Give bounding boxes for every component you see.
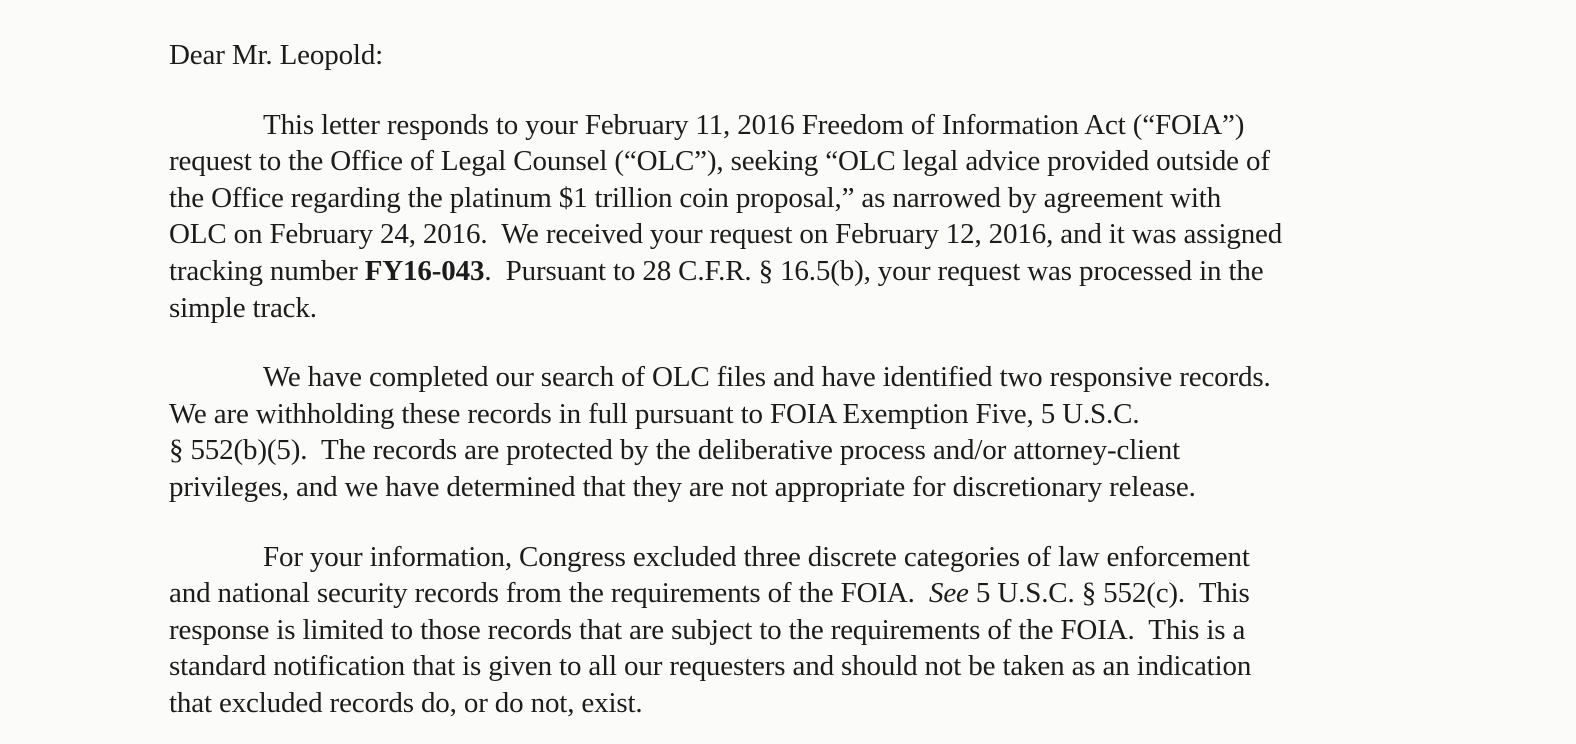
paragraph-line: We are withholding these records in full pursuant to FOIA Exemption Five, 5 U.S.C. [169, 397, 1140, 430]
tracking-suffix: . Pursuant to 28 C.F.R. § 16.5(b), your request was processed in the [484, 254, 1264, 287]
citation-prefix: and national security records from the requirements of the FOIA. [169, 577, 929, 610]
citation-suffix: 5 U.S.C. § 552(c). This [968, 577, 1250, 610]
paragraph-line: For your information, Congress excluded three discrete categories of law enforcement [263, 540, 1250, 573]
paragraph-line: This letter responds to your February 11, 2016 Freedom of Information Act (“FOIA”) [263, 108, 1245, 141]
citation-see: See [928, 577, 969, 610]
paragraph-line: OLC on February 24, 2016. We received your request on February 12, 2016, and it was assigned [169, 218, 1283, 251]
paragraph-line [169, 253, 1416, 290]
paragraph-search-results [169, 359, 1416, 505]
paragraph-line: response is limited to those records that are subject to the requirements of the FOIA. This is a [169, 613, 1246, 646]
tracking-prefix: tracking number [169, 254, 365, 287]
paragraph-line: that excluded records do, or do not, exist. [169, 686, 643, 719]
tracking-number: FY16-043 [364, 254, 485, 287]
paragraph-line: request to the Office of Legal Counsel (“OLC”), seeking “OLC legal advice provided outside of [169, 145, 1270, 178]
paragraph-exclusion-notice [169, 539, 1416, 722]
paragraph-line [169, 575, 1416, 612]
paragraph-line: simple track. [169, 291, 317, 324]
paragraph-line: § 552(b)(5). The records are protected by the deliberative process and/or attorney-client [169, 434, 1181, 467]
paragraph-line: We have completed our search of OLC files and have identified two responsive records. [263, 361, 1271, 394]
paragraph-line: privileges, and we have determined that they are not appropriate for discretionary release. [169, 470, 1196, 503]
paragraph-line: the Office regarding the platinum $1 trillion coin proposal,” as narrowed by agreement with [169, 181, 1222, 214]
salutation: Dear Mr. Leopold: [169, 39, 384, 71]
paragraph-request-details [169, 107, 1416, 327]
paragraph-line: standard notification that is given to all our requesters and should not be taken as an indication [169, 650, 1252, 683]
